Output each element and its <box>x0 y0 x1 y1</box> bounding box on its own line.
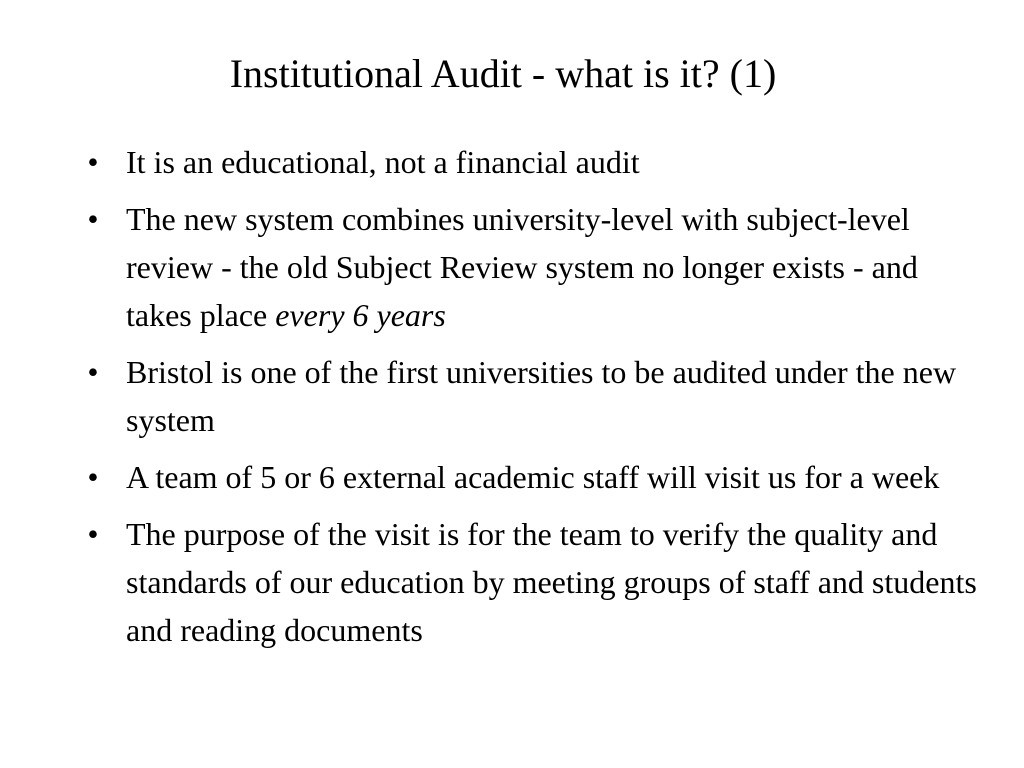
bullet-item <box>83 348 983 444</box>
bullet-text-emphasis: every 6 years <box>275 297 446 333</box>
bullet-item <box>83 138 983 186</box>
bullet-text: The purpose of the visit is for the team to verify the quality and standards of our education by meeting groups of staff and students and reading documents <box>126 516 977 648</box>
bullet-icon: • <box>87 354 99 390</box>
bullet-icon: • <box>87 459 99 495</box>
bullet-item <box>83 195 983 339</box>
bullet-text: Bristol is one of the first universities to be audited under the new system <box>126 354 957 438</box>
bullet-text-plain: The new system combines university-level with subject-level review - the old Subject Review system no longer exists - and takes place <box>126 201 918 333</box>
bullet-text: It is an educational, not a financial audit <box>126 144 640 180</box>
slide-title: Institutional Audit - what is it? (1) <box>229 51 777 96</box>
bullet-item <box>83 453 983 501</box>
bullet-icon: • <box>87 516 99 552</box>
bullet-icon: • <box>87 144 99 180</box>
bullet-item <box>83 510 983 654</box>
bullet-text: A team of 5 or 6 external academic staff will visit us for a week <box>126 459 940 495</box>
bullet-list <box>83 138 983 663</box>
bullet-text <box>126 201 918 333</box>
bullet-icon: • <box>87 201 99 237</box>
